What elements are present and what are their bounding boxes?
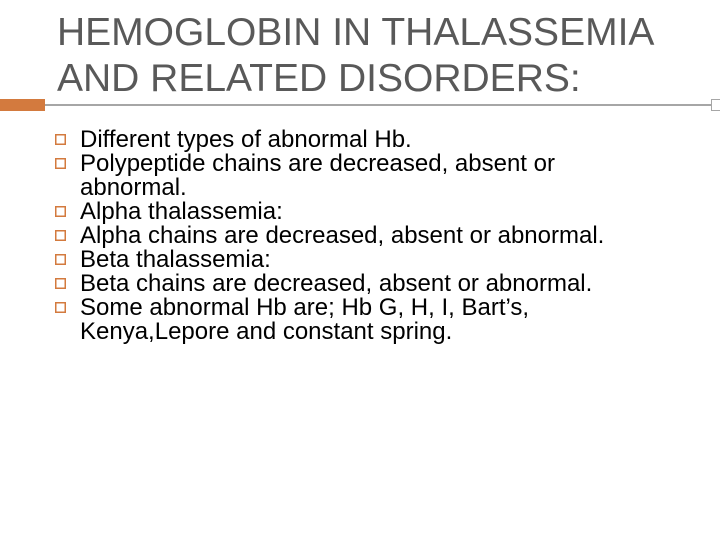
title-line-2: AND RELATED DISORDERS: bbox=[57, 57, 581, 100]
hollow-square-icon bbox=[54, 205, 66, 217]
slide-title bbox=[57, 10, 697, 102]
bullet-text: Polypeptide chains are decreased, absent or bbox=[80, 150, 555, 177]
title-line-1: HEMOGLOBIN IN THALASSEMIA bbox=[57, 11, 655, 54]
hollow-square-icon bbox=[54, 229, 66, 241]
hollow-square-icon bbox=[54, 157, 66, 169]
hollow-square-icon bbox=[54, 133, 66, 145]
hollow-square-icon bbox=[54, 253, 66, 265]
divider-end-cap bbox=[711, 99, 720, 111]
bullet-text: Alpha thalassemia: bbox=[80, 198, 283, 225]
bullet-text: Beta chains are decreased, absent or abnormal. bbox=[80, 270, 593, 297]
hollow-square-icon bbox=[54, 277, 66, 289]
bullet-text: Different types of abnormal Hb. bbox=[80, 126, 412, 153]
bullet-text: Alpha chains are decreased, absent or abnormal. bbox=[80, 222, 605, 249]
hollow-square-icon bbox=[54, 301, 66, 313]
bullet-item bbox=[54, 224, 704, 248]
bullet-text: Kenya,Lepore and constant spring. bbox=[80, 318, 453, 345]
bullet-item bbox=[54, 152, 704, 200]
bullet-list bbox=[54, 128, 704, 344]
bullet-text: Some abnormal Hb are; Hb G, H, I, Bart’s, bbox=[80, 294, 530, 321]
title-divider bbox=[45, 104, 720, 106]
bullet-item bbox=[54, 296, 704, 344]
bullet-text: abnormal. bbox=[80, 174, 187, 201]
bullet-item bbox=[54, 128, 704, 152]
bullet-item bbox=[54, 248, 704, 272]
bullet-item bbox=[54, 200, 704, 224]
accent-bar bbox=[0, 99, 45, 111]
bullet-text: Beta thalassemia: bbox=[80, 246, 271, 273]
bullet-item bbox=[54, 272, 704, 296]
